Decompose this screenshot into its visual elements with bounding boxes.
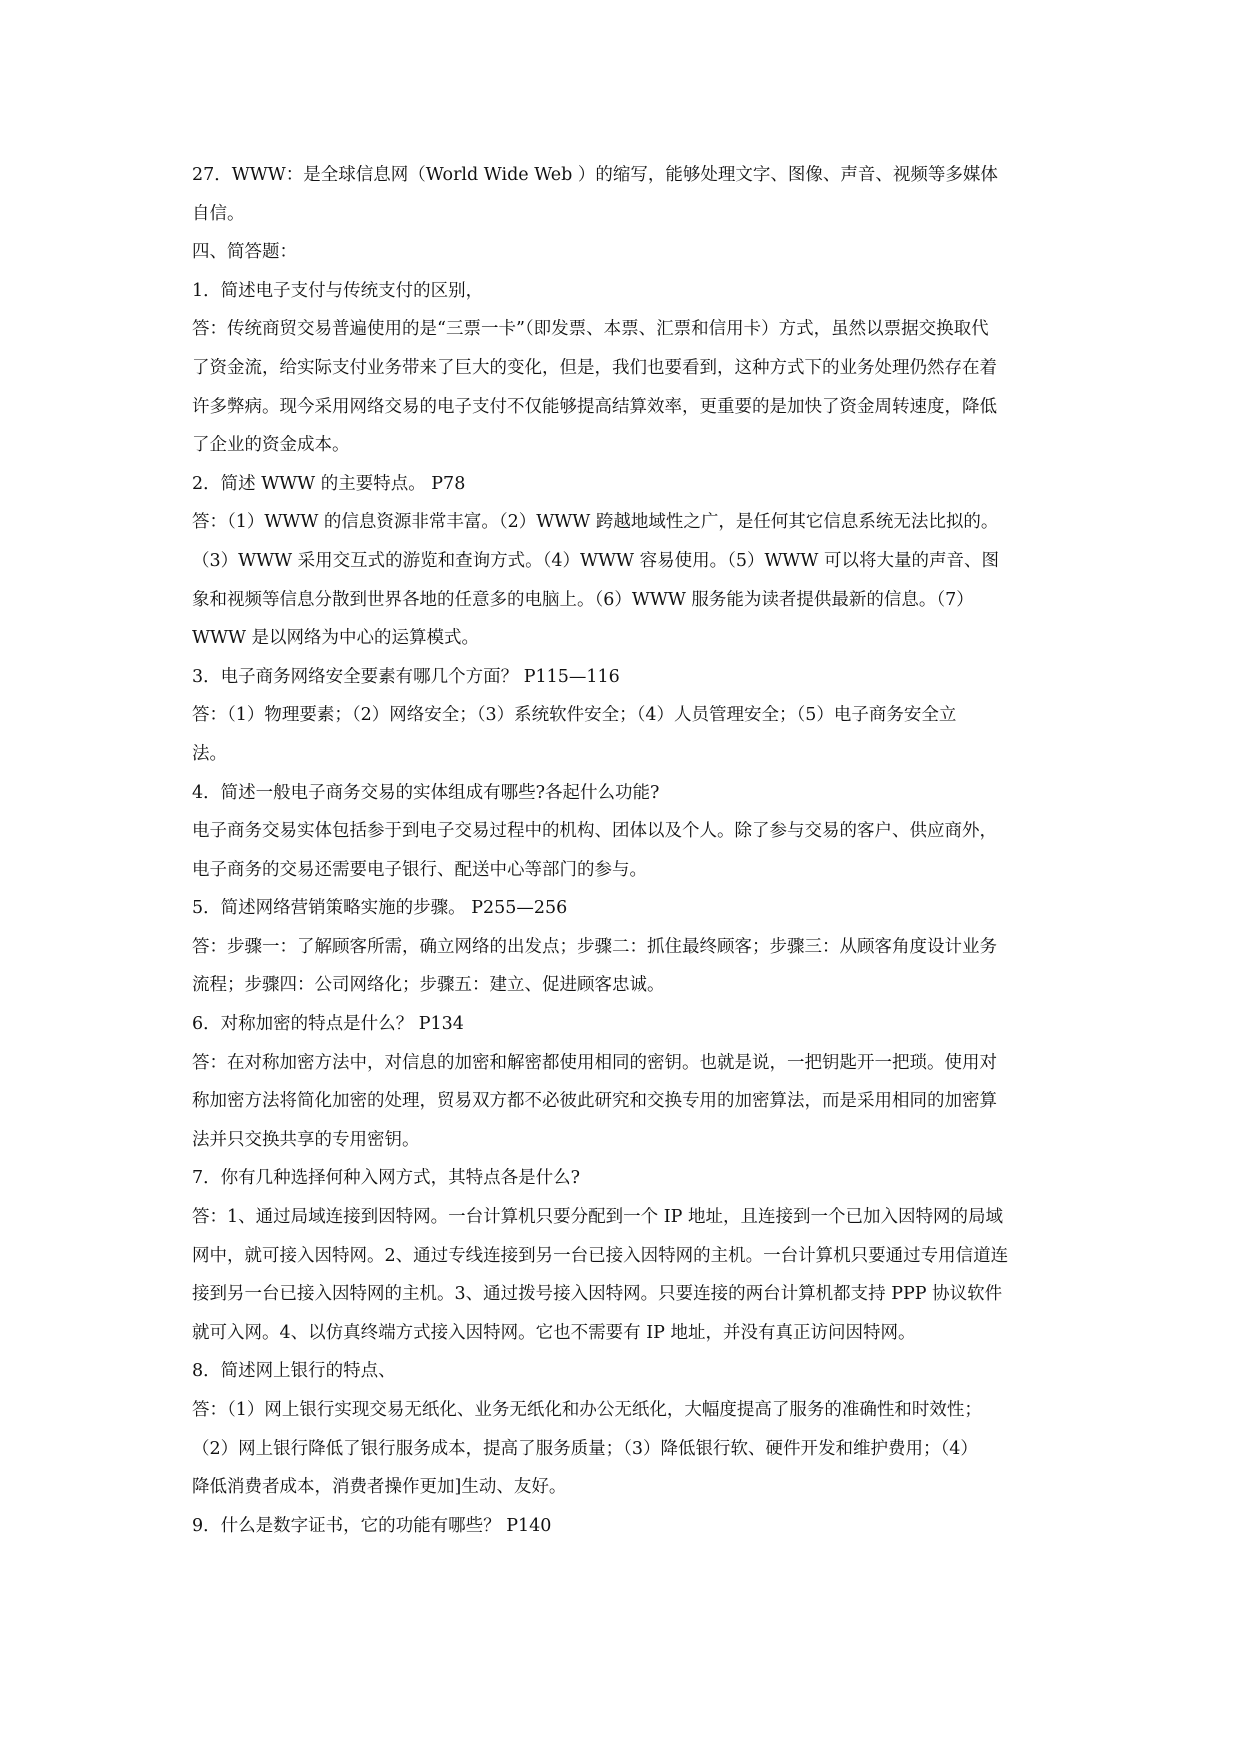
answer-1-line: 许多弊病。现今采用网络交易的电子支付不仅能够提高结算效率，更重要的是加快了资金周转速度，降低 — [192, 396, 997, 417]
answer-6-line: 答：在对称加密方法中，对信息的加密和解密都使用相同的密钥。也就是说，一把钥匙开一把琐。使用对 — [192, 1052, 997, 1073]
question-2: 2．简述 WWW 的主要特点。 P78 — [192, 473, 466, 494]
answer-2-line: 答：（1）WWW 的信息资源非常丰富。（2）WWW 跨越地域性之广，是任何其它信息系统无法比拟的。 — [192, 512, 999, 533]
answer-6-line: 法并只交换共享的专用密钥。 — [192, 1129, 420, 1150]
answer-5-line: 答：步骤一：了解顾客所需，确立网络的出发点；步骤二：抓住最终顾客；步骤三：从顾客角度设计业务 — [192, 936, 997, 957]
answer-1-line: 了资金流，给实际支付业务带来了巨大的变化，但是，我们也要看到，这种方式下的业务处理仍然存在着 — [192, 357, 997, 378]
answer-7-line: 网中，就可接入因特网。2、通过专线连接到另一台已接入因特网的主机。一台计算机只要通过专用信道连 — [192, 1245, 1009, 1266]
answer-1-line: 答：传统商贸交易普遍使用的是“三票一卡”（即发票、本票、汇票和信用卡）方式，虽然以票据交换取代 — [192, 319, 989, 340]
answer-4-line: 电子商务交易实体包括参于到电子交易过程中的机构、团体以及个人。除了参与交易的客户、供应商外， — [192, 821, 997, 842]
answer-2-line: 象和视频等信息分散到世界各地的任意多的电脑上。（6）WWW 服务能为读者提供最新的信息。（7） — [192, 589, 974, 610]
text-line: 自信。 — [192, 203, 245, 224]
question-6: 6．对称加密的特点是什么？ P134 — [192, 1014, 464, 1035]
question-8: 8．简述网上银行的特点、 — [192, 1361, 396, 1382]
answer-7-line: 答：1、通过局域连接到因特网。一台计算机只要分配到一个 IP 地址，且连接到一个已加入因特网的局域 — [192, 1207, 1003, 1228]
question-7: 7．你有几种选择何种入网方式，其特点各是什么? — [192, 1168, 581, 1189]
answer-3-line: 法。 — [192, 743, 227, 764]
answer-5-line: 流程；步骤四：公司网络化；步骤五：建立、促进顾客忠诚。 — [192, 975, 665, 996]
answer-3-line: 答：（1）物理要素；（2）网络安全；（3）系统软件安全；（4）人员管理安全；（5）电子商务安全立 — [192, 705, 957, 726]
document-body — [192, 156, 1062, 1545]
question-9: 9．什么是数字证书，它的功能有哪些？ P140 — [192, 1515, 552, 1536]
answer-1-line: 了企业的资金成本。 — [192, 435, 350, 456]
answer-8-line: （2）网上银行降低了银行服务成本，提高了服务质量；（3）降低银行软、硬件开发和维护费用；（4） — [192, 1438, 978, 1459]
answer-2-line: （3）WWW 采用交互式的游览和查询方式。（4）WWW 容易使用。（5）WWW 可以将大量的声音、图 — [192, 550, 999, 571]
answer-2-line: WWW 是以网络为中心的运算模式。 — [192, 628, 480, 649]
answer-6-line: 称加密方法将简化加密的处理，贸易双方都不必彼此研究和交换专用的加密算法，而是采用相同的加密算 — [192, 1091, 997, 1112]
answer-8-line: 降低消费者成本，消费者操作更加]生动、友好。 — [192, 1477, 567, 1498]
question-5: 5．简述网络营销策略实施的步骤。 P255—256 — [192, 898, 568, 919]
section-heading: 四、简答题： — [192, 242, 297, 263]
question-4: 4．简述一般电子商务交易的实体组成有哪些?各起什么功能? — [192, 782, 660, 803]
text-line: 27．WWW：是全球信息网（World Wide Web ）的缩写，能够处理文字、图像、声音、视频等多媒体 — [192, 165, 998, 185]
question-1: 1．简述电子支付与传统支付的区别， — [192, 280, 484, 301]
answer-4-line: 电子商务的交易还需要电子银行、配送中心等部门的参与。 — [192, 859, 647, 880]
question-3: 3．电子商务网络安全要素有哪几个方面？ P115—116 — [192, 666, 620, 687]
answer-7-line: 就可入网。4、以仿真终端方式接入因特网。它也不需要有 IP 地址，并没有真正访问因特网。 — [192, 1322, 916, 1343]
answer-8-line: 答：（1）网上银行实现交易无纸化、业务无纸化和办公无纸化，大幅度提高了服务的准确性和时效性； — [192, 1400, 982, 1420]
answer-7-line: 接到另一台已接入因特网的主机。3、通过拨号接入因特网。只要连接的两台计算机都支持 PPP 协议软件 — [192, 1284, 1003, 1305]
